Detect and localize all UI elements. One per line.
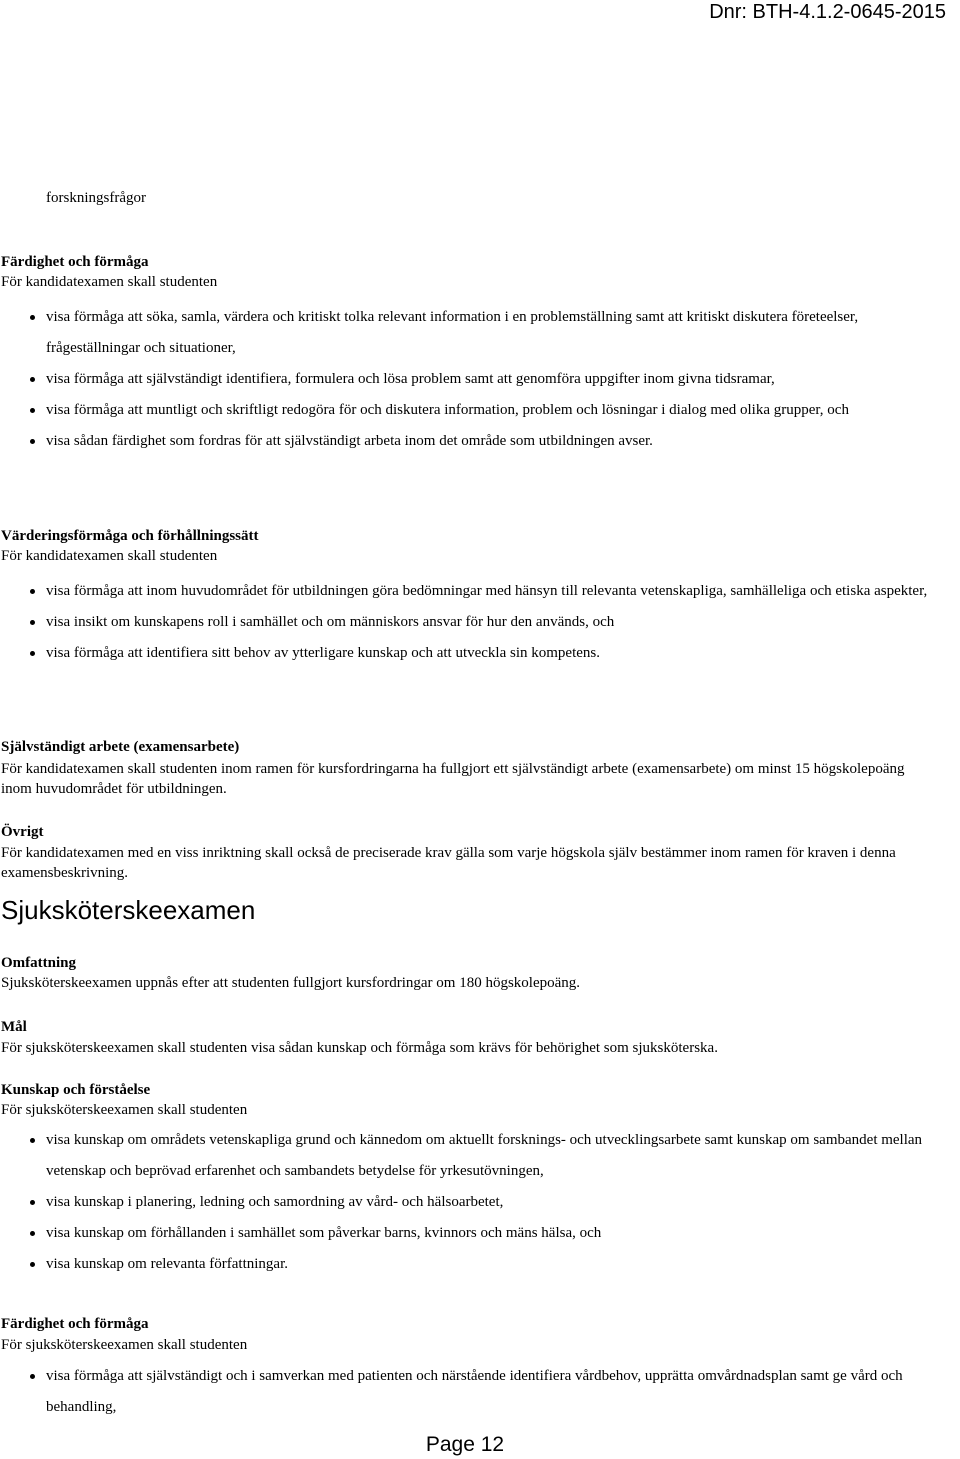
section-heading-fardighet: Färdighet och förmåga (1, 254, 149, 270)
document-number: Dnr: BTH-4.1.2-0645-2015 (709, 1, 946, 23)
section-intro: För sjuksköterskeexamen skall studenten (1, 1102, 248, 1118)
page-number: Page 12 (425, 1433, 505, 1456)
bullet-list-fardighet (0, 302, 930, 457)
section-intro: För kandidatexamen skall studenten (1, 274, 218, 290)
section-heading-mal: Mål (1, 1019, 27, 1035)
continuation-text: forskningsfrågor (46, 190, 146, 206)
list-item: visa kunskap om förhållanden i samhället som påverkar barns, kvinnors och mäns hälsa, och (0, 1218, 930, 1249)
bullet-list-vardering (0, 576, 930, 669)
section-heading-vardering: Värderingsförmåga och förhållningssätt (1, 528, 259, 544)
section-text: Sjuksköterskeexamen uppnås efter att studenten fullgjort kursfordringar om 180 högskolepoäng. (1, 975, 581, 991)
section-intro: För kandidatexamen skall studenten (1, 548, 218, 564)
section-text: För kandidatexamen skall studenten inom ramen för kursfordringarna ha fullgjort ett självständigt arbete (examensarbete) om minst 15 högskolepoäng inom huvudområdet för utbildningen. (1, 761, 905, 797)
list-item: visa förmåga att inom huvudområdet för utbildningen göra bedömningar med hänsyn till relevanta vetenskapliga, samhälleliga och etiska aspekter, (0, 576, 930, 607)
list-item: visa kunskap i planering, ledning och samordning av vård- och hälsoarbetet, (0, 1187, 930, 1218)
list-item: visa förmåga att självständigt och i samverkan med patienten och närstående identifiera vårdbehov, upprätta omvårdnadsplan samt ge vård och behandling, (0, 1361, 930, 1423)
list-item: visa förmåga att söka, samla, värdera och kritiskt tolka relevant information i en problemställning samt att kritiskt diskutera företeelser, frågeställningar och situationer, (0, 302, 930, 364)
page-title: Sjuksköterskeexamen (1, 895, 256, 925)
list-item: visa kunskap om relevanta författningar. (0, 1249, 930, 1280)
section-text: För kandidatexamen med en viss inriktning skall också de preciserade krav gälla som varje högskola själv bestämmer inom ramen för kraven i denna examensbeskrivning. (1, 845, 896, 881)
bullet-list-kunskap (0, 1125, 930, 1280)
section-heading-omfattning: Omfattning (1, 955, 76, 971)
list-item: visa förmåga att identifiera sitt behov av ytterligare kunskap och att utveckla sin kompetens. (0, 638, 930, 669)
list-item: visa kunskap om områdets vetenskapliga grund och kännedom om aktuellt forsknings- och utvecklingsarbete samt kunskap om sambandet mellan vetenskap och beprövad erfarenhet och sambandets betydelse för yrkesutövningen, (0, 1125, 930, 1187)
bullet-list-fardighet-2 (0, 1361, 930, 1423)
section-heading-kunskap: Kunskap och förståelse (1, 1082, 151, 1098)
section-text: För sjuksköterskeexamen skall studenten visa sådan kunskap och förmåga som krävs för behörighet som sjuksköterska. (1, 1040, 718, 1056)
list-item: visa sådan färdighet som fordras för att självständigt arbeta inom det område som utbildningen avser. (0, 426, 930, 457)
section-heading-ovrigt: Övrigt (1, 824, 44, 840)
list-item: visa förmåga att självständigt identifiera, formulera och lösa problem samt att genomföra uppgifter inom givna tidsramar, (0, 364, 930, 395)
section-heading-examensarbete: Självständigt arbete (examensarbete) (1, 739, 240, 755)
list-item: visa förmåga att muntligt och skriftligt redogöra för och diskutera information, problem och lösningar i dialog med olika grupper, och (0, 395, 930, 426)
section-intro: För sjuksköterskeexamen skall studenten (1, 1337, 248, 1353)
list-item: visa insikt om kunskapens roll i samhället och om människors ansvar för hur den används, och (0, 607, 930, 638)
section-heading-fardighet-2: Färdighet och förmåga (1, 1316, 149, 1332)
